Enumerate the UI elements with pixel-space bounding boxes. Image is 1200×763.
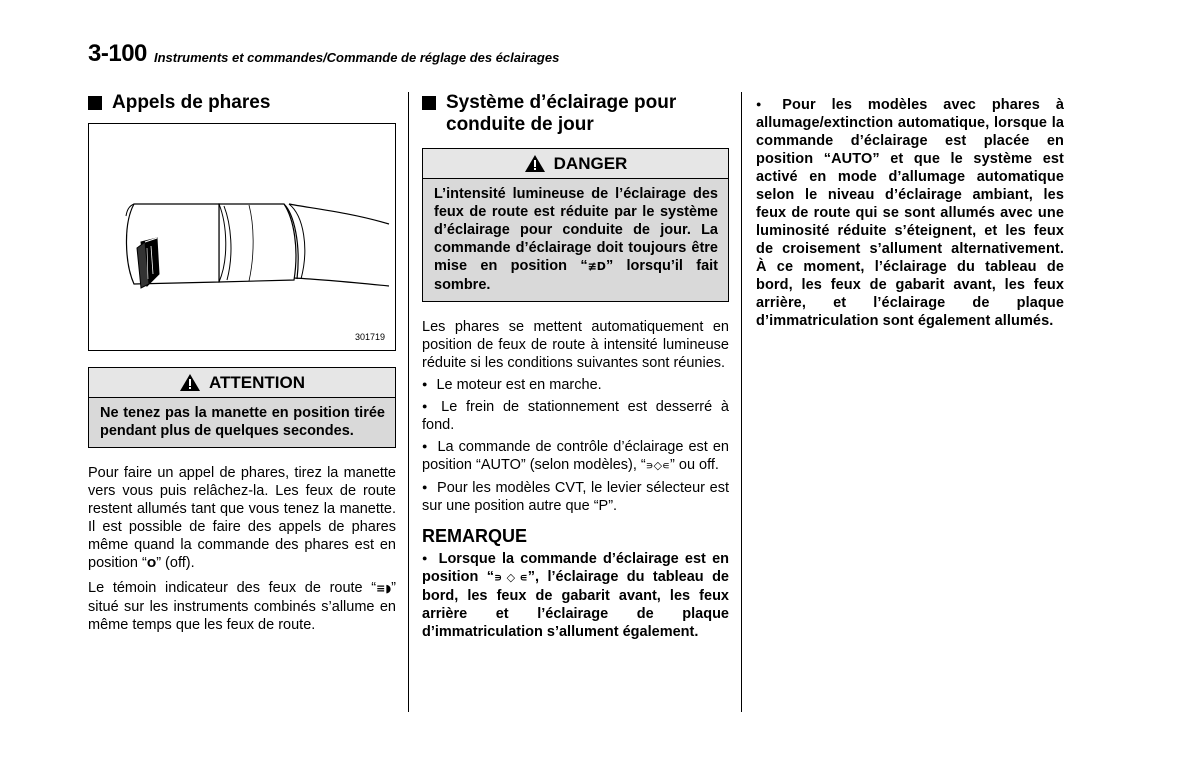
lever-illustration xyxy=(88,123,396,351)
warning-triangle-icon xyxy=(179,373,201,392)
off-position-icon: O xyxy=(146,557,157,570)
section-title: Instruments et commandes/Commande de réglage des éclairages xyxy=(154,50,565,66)
heading-square-icon xyxy=(88,96,102,110)
paragraph-text-end: ” (off). xyxy=(156,555,195,571)
parking-light-icon: ∍◇∊ xyxy=(645,459,671,472)
danger-text-start: L’intensité lumineuse de l’éclairage des feux de route est réduite par le système d’éclairage pour conduite de jour. La commande d’éclairage doit toujours être mise en position “ xyxy=(434,186,718,274)
danger-label: DANGER xyxy=(553,153,628,173)
parking-light-icon: ∍◇∊ xyxy=(494,571,528,584)
heading-daytime-running xyxy=(422,92,729,136)
remark-text-end: ”, l’éclairage du tableau de bord, les feux de gabarit avant, les feux arrière et l’éclairage de plaque d’immatriculation s’allument également. xyxy=(422,569,729,640)
attention-header xyxy=(88,367,396,398)
remark-item xyxy=(422,549,729,641)
headlight-icon: ≢D xyxy=(587,260,606,273)
paragraph-text: Le témoin indicateur des feux de route “ xyxy=(88,580,377,596)
list-item-text-end: ” ou off. xyxy=(670,457,719,473)
heading-text: Système d’éclairage pour conduite de jour xyxy=(446,92,677,135)
paragraph-text: Pour faire un appel de phares, tirez la manette vers vous puis relâchez-la. Les feux de route restent allumés tant que vous tenez la manette. Il est possible de faire des appels de phares même quand la commande des phares est en position “ xyxy=(88,465,396,571)
list-item: ● Le moteur est en marche. xyxy=(422,375,729,394)
paragraph-high-beam-indicator xyxy=(88,579,396,634)
remark-heading: REMARQUE xyxy=(422,526,528,546)
paragraph-auto-lighting: ● Pour les modèles avec phares à allumage/extinction automatique, lorsque la commande d’éclairage est placée en position “AUTO” et que le système est activé en mode d’allumage automatique selon le niveau d’éclairage ambiant, les feux de route qui se sont allumés avec une luminosité réduite s’éteignent, et les feux de croisement s’allument alternativement. À ce moment, l’éclairage du tableau de bord, les feux de gabarit avant, les feux arrière, et l’éclairage de plaque d’immatriculation sont également allumés. xyxy=(756,95,1064,330)
paragraph-headlight-flash xyxy=(88,464,396,573)
list-item: ● Le frein de stationnement est desserré à fond. xyxy=(422,397,729,434)
attention-box xyxy=(88,367,396,448)
paragraph-text-end: ” situé sur les instruments combinés s’allume en même temps que les feux de route. xyxy=(88,580,396,633)
danger-text xyxy=(422,179,729,302)
remark-text: Lorsque la commande d’éclairage est en position “ xyxy=(422,551,729,585)
page-header xyxy=(88,40,1064,70)
turn-signal-lever-icon xyxy=(89,124,395,350)
warning-triangle-icon xyxy=(524,154,546,173)
high-beam-icon: ≡◗ xyxy=(376,582,392,595)
heading-text: Appels de phares xyxy=(112,92,271,113)
list-item xyxy=(422,437,729,475)
column-middle xyxy=(422,92,729,641)
attention-text: Ne tenez pas la manette en position tirée pendant plus de quelques secondes. xyxy=(88,398,396,448)
column-divider-1 xyxy=(408,92,409,712)
paragraph-conditions: Les phares se mettent automatiquement en position de feux de route à intensité lumineuse réduite si les conditions suivantes sont réunies. xyxy=(422,319,729,371)
list-item-text: La commande de contrôle d’éclairage est en position “AUTO” (selon modèles), “ xyxy=(422,439,729,473)
column-left xyxy=(88,92,396,634)
danger-text-end: ” lorsqu’il fait sombre. xyxy=(434,258,719,293)
heading-appels-de-phares xyxy=(88,92,396,114)
column-right xyxy=(756,92,1064,330)
figure-code: 301719 xyxy=(354,332,385,342)
danger-header xyxy=(422,148,729,179)
heading-square-icon xyxy=(422,96,436,110)
danger-box xyxy=(422,148,729,302)
attention-label: ATTENTION xyxy=(208,372,305,392)
column-divider-2 xyxy=(741,92,742,712)
list-item: ● Pour les modèles CVT, le levier sélecteur est sur une position autre que “P”. xyxy=(422,478,729,515)
page-number: 3-100 xyxy=(88,40,147,67)
